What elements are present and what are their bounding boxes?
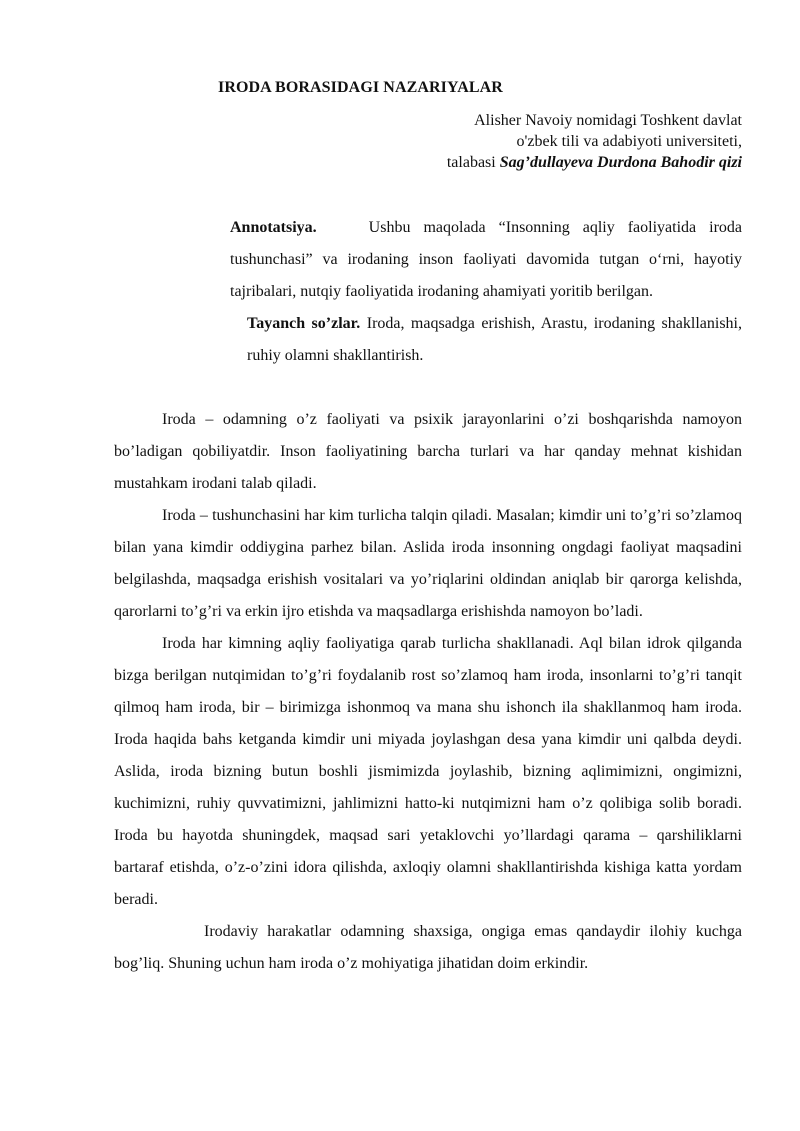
affiliation-line-3 [447, 152, 742, 173]
author-name: Sag’dullayeva Durdona Bahodir qizi [499, 154, 742, 171]
abstract-label: Annotatsiya. [230, 219, 317, 236]
article-title: IRODA BORASIDAGI NAZARIYALAR [218, 79, 503, 96]
keywords-text: Iroda, maqsadga erishish, Arastu, irodaning shakllanishi, ruhiy olamni shakllantirish. [247, 315, 742, 364]
affiliation-line-1: Alisher Navoiy nomidagi Toshkent davlat [474, 112, 742, 129]
body-paragraph-4: Irodaviy harakatlar odamning shaxsiga, ongiga emas qandaydir ilohiy kuchga bog’liq. Shuning uchun ham iroda o’z mohiyatiga jihatidan doim erkindir. [114, 923, 742, 972]
body-paragraph-1: Iroda – odamning o’z faoliyati va psixik jarayonlarini o’zi boshqarishda namoyon bo’ladigan qobiliyatdir. Inson faoliyatining barcha turlari va har qanday mehnat kishidan mustahkam irodani talab qiladi. [114, 411, 742, 492]
keywords-section [114, 308, 742, 372]
body-paragraph-2: Iroda – tushunchasini har kim turlicha talqin qiladi. Masalan; kimdir uni to’g’ri so’zlamoq bilan yana kimdir oddiygina parhez bilan. Aslida iroda insonning ongdagi faoliyat maqsadini belgilashda, maqsadga erishish vositalari va yo’riqlarini oldindan aniqlab bir qarorga kelishda, qarorlarni to’g’ri va erkin ijro etishda va maqsadlarga erishishda namoyon bo’ladi. [114, 507, 742, 620]
author-prefix: talabasi [446, 154, 500, 171]
affiliation-line-2: o'zbek tili va adabiyoti universiteti, [516, 133, 742, 150]
article-body [114, 404, 742, 980]
abstract-section [114, 212, 742, 308]
keywords-label: Tayanch so’zlar. [247, 315, 361, 332]
abstract-text: Ushbu maqolada “Insonning aqliy faoliyatida iroda tushunchasi” va irodaning inson faoliyati davomida tutgan o‘rni, hayotiy tajribalari, nutqiy faoliyatida irodaning ahamiyati yoritib berilgan. [230, 219, 743, 300]
author-affiliation [447, 110, 742, 173]
body-paragraph-3: Iroda har kimning aqliy faoliyatiga qarab turlicha shakllanadi. Aql bilan idrok qilganda bizga berilgan nutqimidan to’g’ri foydalanib rost so’zlamoq ham iroda, insonlarni to’g’ri tanqit qilmoq ham iroda, bir – birimizga ishonmoq va mana shu ishonch ila shakllanmoq ham iroda. Iroda haqida bahs ketganda kimdir uni miyada joylashgan desa yana kimdir uni qalbda deydi. Aslida, iroda bizning butun boshli jismimizda joylashib, bizning aqlimimizni, ongimizni, kuchimizni, ruhiy quvvatimizni, jahlimizni hatto-ki nutqimizni ham o’z qolibiga solib boradi. Iroda bu hayotda shuningdek, maqsad sari yetaklovchi yo’llardagi qarama – qarshiliklarni bartaraf etishda, o’z-o’zini idora qilishda, axloqiy olamni shakllantirishda kishiga katta yordam beradi. [114, 635, 742, 908]
